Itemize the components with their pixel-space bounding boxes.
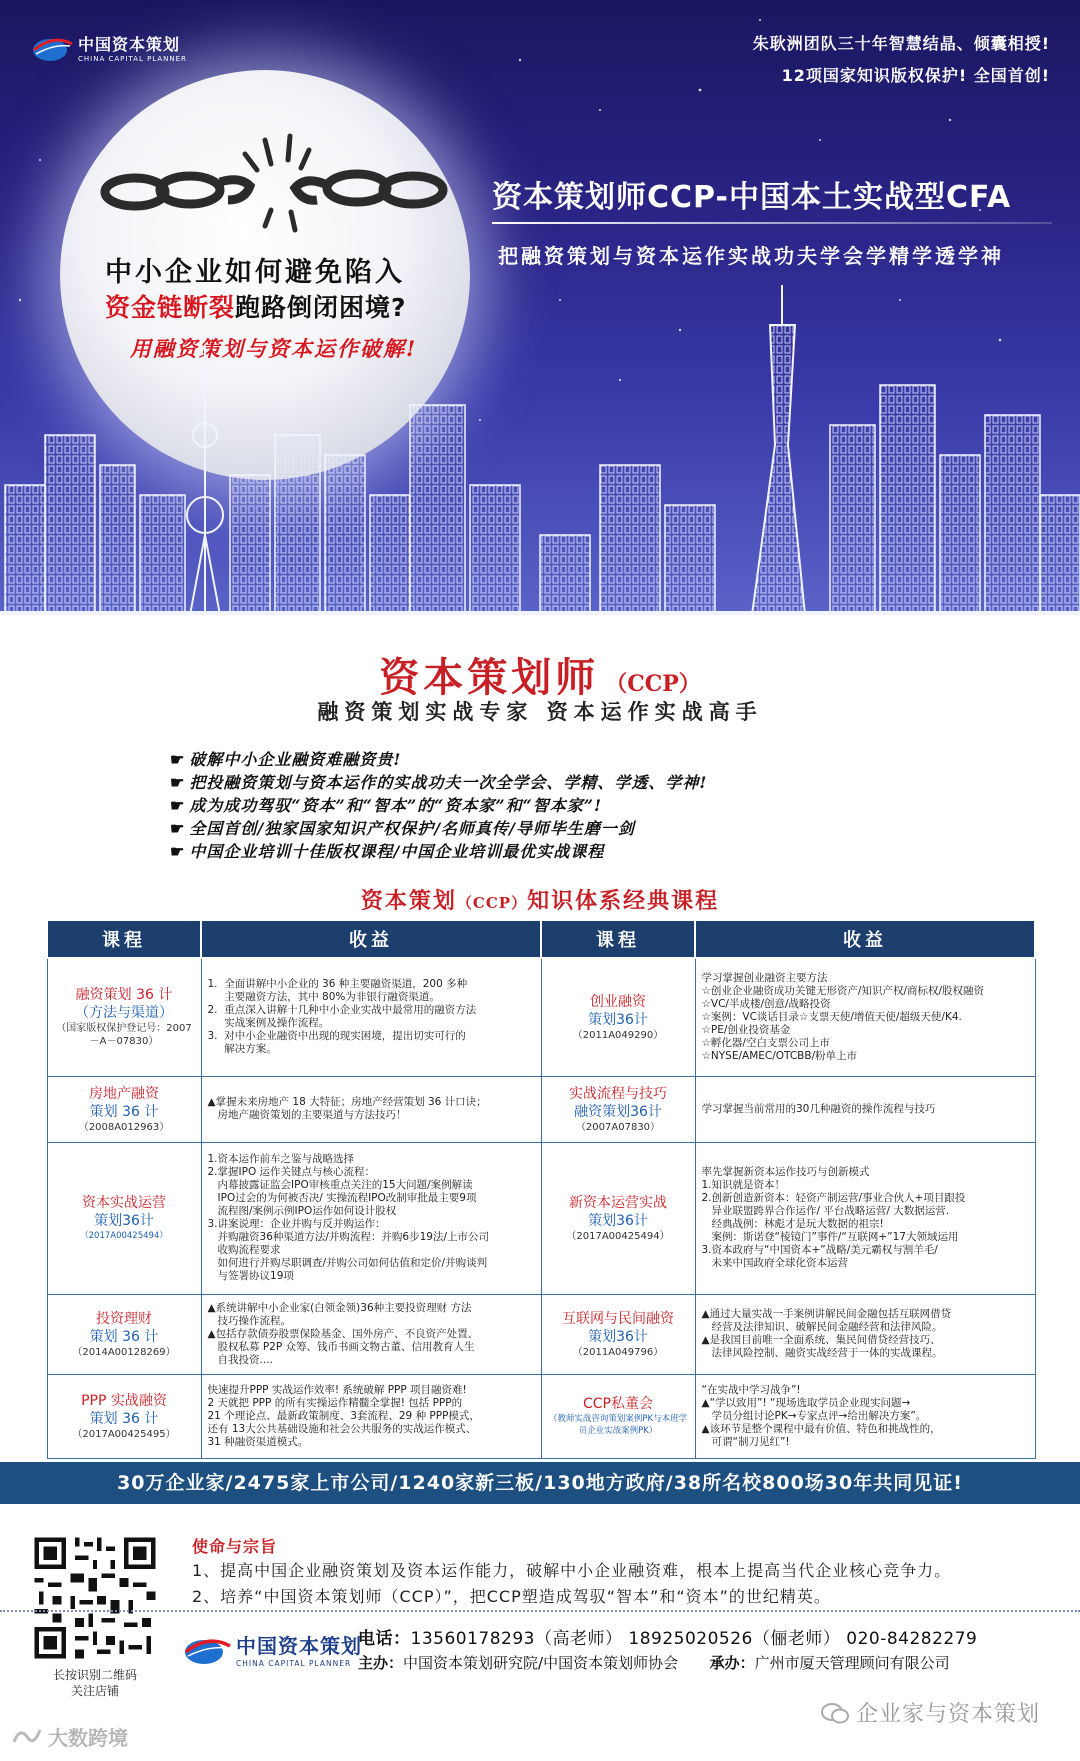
course-benefit-text: 率先掌握新资本运作技巧与创新模式 1.知识就是资本！ 2.创新创造新资本：轻资产制运营/事业合伙人+项目跟投 异业联盟跨界合作运作/ 平台战略运营/ 大数据运营. 经典战例：林彪才是玩大数据的祖宗! 案例：斯诺登“棱镜门”事件/“互联网+”17大领域运用 3.资本政府与“中国资本+”战略/美元霸权与割羊毛/ 未来中国政府全球化资本运营 bbox=[701, 1166, 966, 1269]
pointing-hand-icon: ☛ bbox=[170, 773, 186, 792]
course-benefit-cell bbox=[695, 1076, 1035, 1142]
logo-bottom-en: CHINA CAPITAL PLANNER bbox=[236, 1659, 352, 1668]
course-registration-code: （2017A00425494） bbox=[80, 1231, 168, 1241]
course-name-cell bbox=[541, 1142, 695, 1294]
course-registration-code: （2011A049796） bbox=[572, 1346, 664, 1358]
course-name-cell bbox=[47, 1374, 201, 1458]
course-subtitle: 策划 36 计 bbox=[89, 1410, 159, 1427]
wechat-name: 企业家与资本策划 bbox=[855, 1702, 1040, 1727]
pointing-hand-icon: ☛ bbox=[170, 842, 186, 861]
course-benefit-text: 学习掌握当前常用的30几种融资的操作流程与技巧 bbox=[701, 1102, 936, 1115]
header-course-left: 课程 bbox=[47, 920, 201, 958]
course-subtitle: 策划 36 计 bbox=[89, 1328, 159, 1345]
dotted-divider bbox=[0, 1610, 1080, 1612]
header-course-right: 课程 bbox=[541, 920, 695, 958]
course-subtitle: （方法与渠道） bbox=[75, 1005, 173, 1022]
course-subtitle: 策划36计 bbox=[588, 1212, 648, 1229]
course-subtitle: 融资策划36计 bbox=[574, 1103, 662, 1120]
bullet-item bbox=[170, 748, 707, 771]
course-benefit-cell bbox=[201, 1374, 541, 1458]
testimony-banner: 30万企业家/2475家上市公司/1240家新三板/130地方政府/38所名校800场30年共同见证! bbox=[0, 1462, 1080, 1504]
header-benefit-left: 收益 bbox=[201, 920, 541, 958]
course-registration-code: （国家版权保护登记号：2007－A－07830） bbox=[56, 1023, 192, 1048]
course-benefit-text: 学习掌握创业融资主要方法 ☆创业企业融资成功关键无形资产/知识产权/商标权/股权融资 ☆VC/半成楼/创意/战略投资 ☆案例：VC谈话目录☆支票天使/增值天使/超级天使/K4. ☆PE/创业投资基金 ☆孵化器/空白支票公司上市 ☆NYSE/AMEC/OTCBB/粉单上市 bbox=[701, 971, 985, 1062]
hero-subtitle: 把融资策划与资本运作实战功夫学会学精学透学神 bbox=[498, 244, 1004, 268]
course-benefit-cell bbox=[201, 1294, 541, 1374]
course-subtitle: 策划36计 bbox=[588, 1328, 648, 1345]
course-title: 实战流程与技巧 bbox=[569, 1085, 667, 1102]
course-subtitle: 策划36计 bbox=[94, 1213, 154, 1229]
wechat-icon bbox=[820, 1701, 850, 1725]
contact-phones bbox=[358, 1624, 977, 1649]
course-benefit-text: 1. 全面讲解中小企业的 36 种主要融资渠道，200 多种 主要融资方法，其中 80%为非银行融资渠道。 2. 重点深入讲解十几种中小企业实战中最常用的融资方法 实战案例及操作流程。 3. 对中小企业融资中出现的现实困境，提出切实可行的 解决方案。 bbox=[207, 978, 477, 1056]
qr-caption bbox=[22, 1667, 168, 1699]
course-benefit-cell bbox=[201, 1076, 541, 1142]
bullet-text: 破解中小企业融资难融资贵! bbox=[189, 750, 402, 769]
hero-divider bbox=[492, 222, 1052, 224]
course-benefit-text: ▲掌握未来房地产 18 大特征；房地产经营策划 36 计口诀； 房地产融资策划的主要渠道与方法技巧！ bbox=[207, 1096, 487, 1121]
table-header-row bbox=[47, 920, 1035, 958]
course-benefit-text: 快速提升PPP 实战运作效率! 系统破解 PPP 项目融资难! 2 天就把 PPP 的所有实操运作精髓全掌握! 包括 PPP的 21 个理论点、最新政策制度、3套流程、29 种 PPP模式， 还有 13大公共基础设施和社会公共服务的实战运作模式、 31 种融资渠道模式。 bbox=[207, 1383, 480, 1448]
watermark bbox=[10, 1722, 128, 1751]
bullet-item bbox=[170, 840, 707, 863]
moon-question-red: 资金链断裂 bbox=[105, 293, 236, 322]
logo-en-text: CHINA CAPITAL PLANNER bbox=[78, 55, 187, 63]
table-row bbox=[47, 1142, 1035, 1294]
ccp-title-suffix: （CCP） bbox=[605, 671, 701, 697]
course-registration-code: （2017A00425495） bbox=[72, 1428, 176, 1440]
qr-caption-line-1: 长按识别二维码 bbox=[52, 1668, 137, 1682]
course-registration-code: （2007A07830） bbox=[575, 1121, 661, 1133]
sponsor-line bbox=[358, 1652, 950, 1673]
course-benefit-text: ▲系统讲解中小企业家(白领金领)36种主要投资理财 方法 技巧操作流程。 ▲包括存款债券股票保险基金、国外房产、不良资产处置、 股权私募 P2P 众筹、钱币书画文物古董、信用教育人生 自我投资.... bbox=[207, 1301, 479, 1366]
table-row bbox=[47, 1374, 1035, 1458]
course-title: PPP 实战融资 bbox=[81, 1392, 167, 1409]
top-right-slogan bbox=[753, 28, 1050, 92]
section-title-c: 知识体系经典课程 bbox=[527, 888, 720, 914]
qr-code[interactable] bbox=[30, 1533, 160, 1663]
course-registration-code: （2017A00425494） bbox=[566, 1230, 670, 1242]
ccp-title-main: 资本策划师 bbox=[379, 654, 600, 701]
section-title-b: （CCP） bbox=[456, 894, 528, 912]
pointing-hand-icon: ☛ bbox=[170, 796, 186, 815]
logo-top bbox=[30, 32, 187, 63]
ccp-title bbox=[0, 646, 1080, 703]
hero-banner bbox=[0, 0, 1080, 615]
header-benefit-right: 收益 bbox=[695, 920, 1035, 958]
course-name-cell bbox=[541, 1374, 695, 1458]
course-benefit-cell bbox=[201, 958, 541, 1076]
course-registration-code: （教师实战咨询策划案例PK与本班学员企业实战案例PK） bbox=[548, 1414, 688, 1436]
bullet-item bbox=[170, 794, 707, 817]
course-name-cell bbox=[47, 1076, 201, 1142]
phone-numbers[interactable]: 13560178293（高老师） 18925020526（俪老师） 020-84282279 bbox=[410, 1629, 978, 1649]
course-title: 房地产融资 bbox=[89, 1085, 159, 1102]
phone-label: 电话： bbox=[358, 1629, 411, 1649]
bullet-text: 把投融资策划与资本运作的实战功夫一次全学会、学精、学透、学神! bbox=[189, 773, 708, 792]
ccp-subtitle: 融资策划实战专家 资本运作实战高手 bbox=[317, 699, 763, 724]
course-benefit-text: 1.资本运作前车之鉴与战略选择 2.掌握IPO 运作关键点与核心流程： 内幕披露证监会IPO审核重点关注的15大问题/案例解读 IPO过会的为何被否决/ 实操流程IPO改制审批最主要9项 流程图/案例示例IPO运作如何设计股权 3.讲案说理：企业并购与反并购运作： 并购融资36种渠道方法/并购流程：并购6步19法/上市公司 收购流程要求 如何进行并购尽职调查/并购公司如何估值和定价/并购谈判 与签署协议19项 bbox=[207, 1153, 489, 1282]
sponsor-name: 中国资本策划研究院/中国资本策划师协会 bbox=[403, 1654, 679, 1672]
slogan-line-2: 12项国家知识版权保护! 全国首创! bbox=[781, 66, 1050, 85]
organizer-label: 承办： bbox=[709, 1654, 755, 1672]
moon-question-rest: 跑路倒闭困境? bbox=[235, 293, 407, 322]
course-benefit-text: “在实战中学习战争”! ▲“学以致用”! “现场选取学员企业现实问题→ 学员分组讨论PK→专家点评→给出解决方案”。 ▲该环节是整个课程中最有价值、特色和挑战性的， 可谓“制刀见红”! bbox=[701, 1383, 941, 1448]
qr-caption-line-2: 关注店铺 bbox=[70, 1684, 119, 1698]
course-title: 创业融资 bbox=[590, 993, 646, 1010]
course-subtitle: 策划 36 计 bbox=[89, 1103, 159, 1120]
course-name-cell bbox=[47, 958, 201, 1076]
bullet-item bbox=[170, 817, 707, 840]
course-title: 投资理财 bbox=[96, 1310, 152, 1327]
logo-bottom bbox=[182, 1630, 362, 1668]
course-registration-code: （2011A049290） bbox=[572, 1029, 664, 1041]
course-benefit-text: ▲通过大量实战一手案例讲解民间金融包括互联网借贷 经营及法律知识、破解民间金融经营和法律风险。 ▲是我国目前唯一全面系统、集民间借贷经营技巧、 法律风险控制、融资实战经营于一体的实战课程。 bbox=[701, 1308, 952, 1359]
course-title: CCP私董会 bbox=[583, 1396, 653, 1412]
broken-chain-icon bbox=[95, 130, 475, 240]
bullet-text: 全国首创/独家国家知识产权保护/名师真传/导师毕生磨一剑 bbox=[189, 819, 635, 838]
slogan-line-1: 朱耿洲团队三十年智慧结晶、倾囊相授! bbox=[752, 34, 1050, 53]
table-row bbox=[47, 1294, 1035, 1374]
logo-bottom-cn: 中国资本策划 bbox=[236, 1634, 362, 1658]
city-skyline bbox=[0, 285, 1080, 615]
bullet-item bbox=[170, 771, 707, 794]
organizer-name: 广州市厦天管理顾问有限公司 bbox=[754, 1654, 950, 1672]
course-title: 新资本运营实战 bbox=[569, 1194, 667, 1211]
pointing-hand-icon: ☛ bbox=[170, 750, 186, 769]
course-benefit-cell bbox=[695, 958, 1035, 1076]
course-registration-code: （2014A00128269） bbox=[72, 1346, 176, 1358]
course-name-cell bbox=[541, 1294, 695, 1374]
course-section-title bbox=[0, 884, 1080, 915]
course-benefit-cell bbox=[695, 1294, 1035, 1374]
bullet-list bbox=[170, 748, 707, 863]
mission-item-1: 1、提高中国企业融资策划及资本运作能力，破解中小企业融资难，根本上提高当代企业核心竞争力。 bbox=[192, 1561, 952, 1580]
moon-answer: 用融资策划与资本运作破解! bbox=[130, 336, 418, 361]
course-benefit-cell bbox=[201, 1142, 541, 1294]
course-benefit-cell bbox=[695, 1142, 1035, 1294]
course-name-cell bbox=[47, 1142, 201, 1294]
course-name-cell bbox=[541, 1076, 695, 1142]
bullet-text: 中国企业培训十佳版权课程/中国企业培训最优实战课程 bbox=[189, 842, 605, 861]
table-row bbox=[47, 958, 1035, 1076]
course-name-cell bbox=[541, 958, 695, 1076]
logo-cn-text: 中国资本策划 bbox=[78, 35, 181, 54]
hero-title: 资本策划师CCP-中国本土实战型CFA bbox=[492, 180, 1012, 215]
course-subtitle: 策划36计 bbox=[588, 1011, 648, 1028]
globe-logo-icon bbox=[182, 1632, 232, 1666]
mission-item-2: 2、培养“中国资本策划师（CCP）”，把CCP塑造成驾驭“智本”和“资本”的世纪精英。 bbox=[192, 1587, 831, 1606]
wechat-account bbox=[820, 1697, 1040, 1728]
table-row bbox=[47, 1076, 1035, 1142]
globe-logo-icon bbox=[30, 33, 74, 63]
course-name-cell bbox=[47, 1294, 201, 1374]
sponsor-label: 主办： bbox=[358, 1654, 404, 1672]
mission-title: 使命与宗旨 bbox=[192, 1537, 278, 1556]
bullet-text: 成为成功驾驭“资本”和“智本”的“资本家”和“智本家”! bbox=[189, 796, 602, 815]
watermark-text: 大数跨境 bbox=[48, 1726, 128, 1750]
moon-question-line-1: 中小企业如何避免陷入 bbox=[105, 257, 405, 288]
course-title: 融资策划 36 计 bbox=[75, 987, 173, 1004]
course-title: 互联网与民间融资 bbox=[562, 1310, 674, 1327]
course-benefit-cell bbox=[695, 1374, 1035, 1458]
section-title-a: 资本策划 bbox=[360, 888, 457, 914]
course-table bbox=[46, 919, 1036, 1459]
pointing-hand-icon: ☛ bbox=[170, 819, 186, 838]
watermark-logo-icon bbox=[10, 1724, 44, 1750]
course-registration-code: （2008A012963） bbox=[78, 1121, 170, 1133]
course-title: 资本实战运营 bbox=[82, 1195, 166, 1211]
table-body bbox=[47, 958, 1035, 1458]
